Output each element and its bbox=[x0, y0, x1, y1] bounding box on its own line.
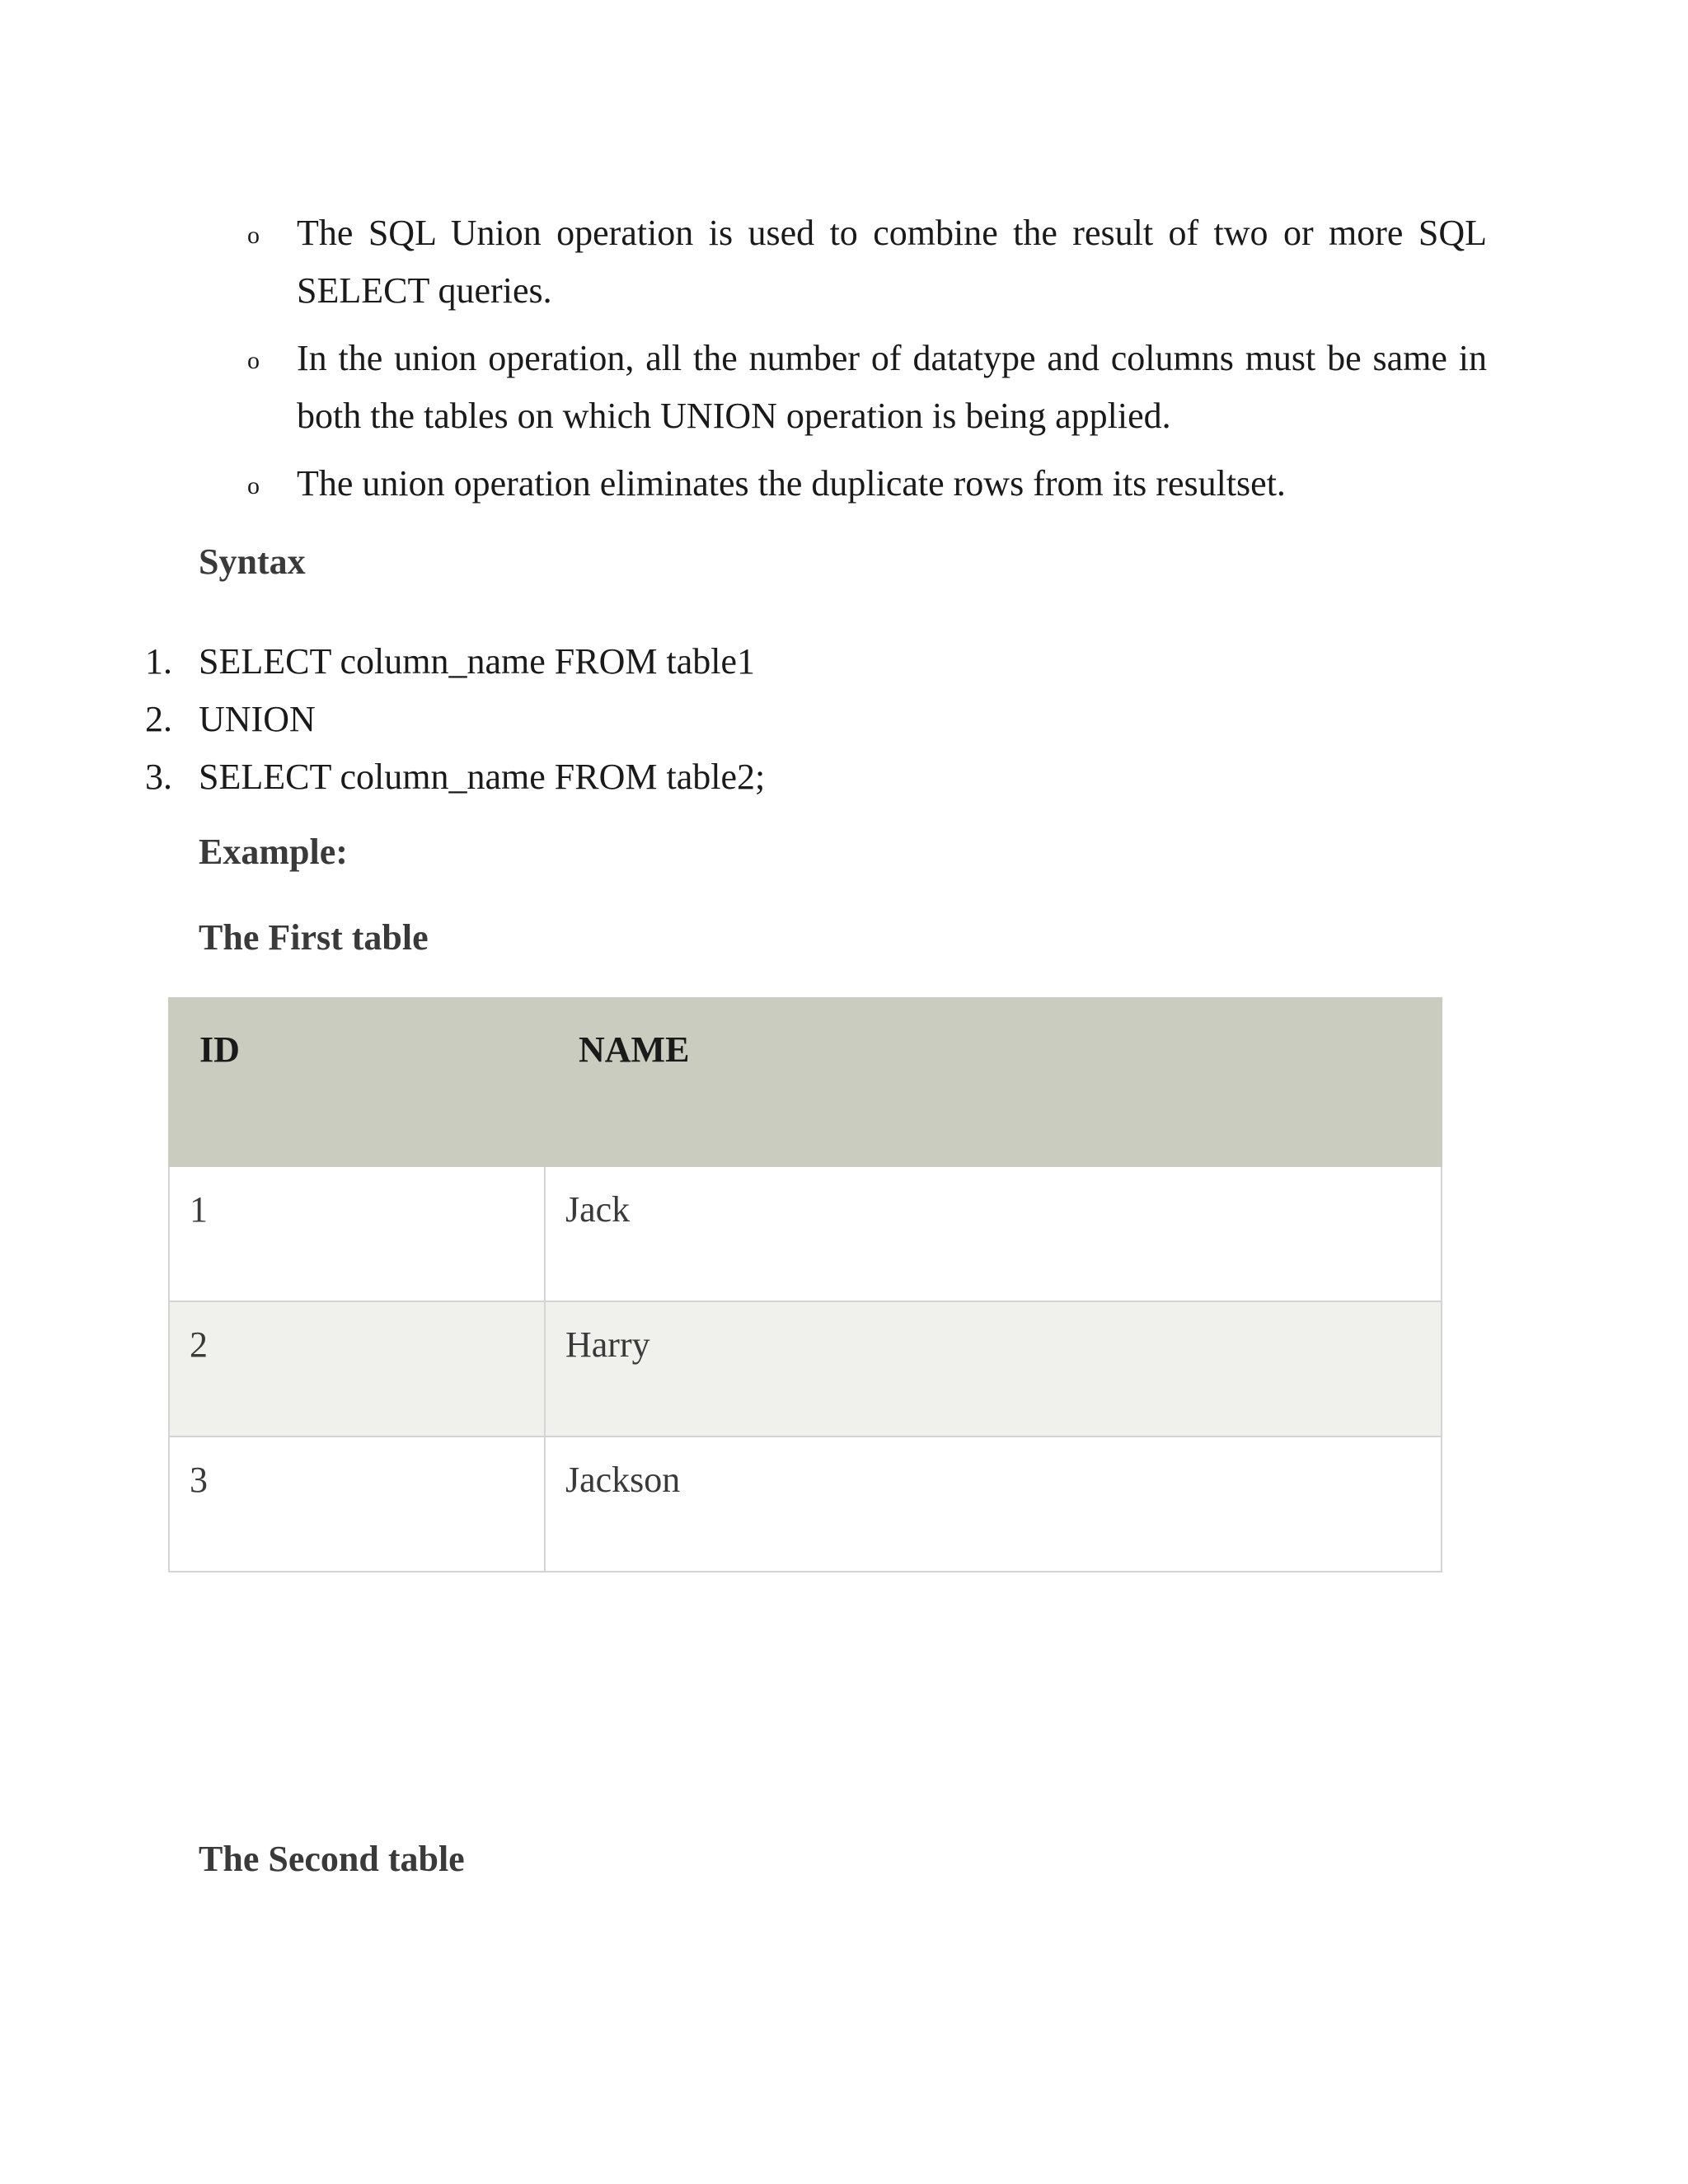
bullet-item bbox=[239, 204, 1487, 320]
table-header-row bbox=[169, 998, 1442, 1166]
code-text: SELECT column_name FROM table1 bbox=[199, 641, 756, 682]
bullet-marker: o bbox=[247, 347, 260, 374]
bullet-item bbox=[239, 455, 1487, 513]
second-table-heading: The Second table bbox=[199, 1839, 465, 1879]
table-row bbox=[169, 1436, 1442, 1572]
table-row bbox=[169, 1166, 1442, 1301]
table-cell-name: Jackson bbox=[545, 1436, 1442, 1572]
code-text: UNION bbox=[199, 699, 316, 739]
code-text: SELECT column_name FROM table2; bbox=[199, 757, 766, 797]
line-number: 3. bbox=[145, 757, 172, 797]
example-heading: Example: bbox=[199, 832, 348, 872]
bullet-text: In the union operation, all the number of datatype and columns must be same in both the tables on which UNION operation is being applied. bbox=[297, 338, 1487, 436]
line-number: 2. bbox=[145, 699, 172, 739]
syntax-heading: Syntax bbox=[199, 541, 306, 582]
code-line bbox=[145, 633, 765, 691]
bullet-text: The SQL Union operation is used to combine the result of two or more SQL SELECT queries. bbox=[297, 213, 1487, 311]
bullet-text: The union operation eliminates the duplicate rows from its resultset. bbox=[297, 463, 1286, 504]
syntax-code-list bbox=[145, 633, 765, 806]
column-header-id: ID bbox=[169, 998, 545, 1166]
bullet-marker: o bbox=[247, 472, 260, 499]
table-cell-name: Harry bbox=[545, 1301, 1442, 1436]
table-cell-name: Jack bbox=[545, 1166, 1442, 1301]
table-row bbox=[169, 1301, 1442, 1436]
first-table-heading: The First table bbox=[199, 917, 429, 958]
bullet-list bbox=[239, 204, 1487, 523]
code-line bbox=[145, 691, 765, 748]
line-number: 1. bbox=[145, 641, 172, 682]
bullet-item bbox=[239, 330, 1487, 445]
code-line bbox=[145, 748, 765, 806]
table-cell-id: 3 bbox=[169, 1436, 545, 1572]
bullet-marker: o bbox=[247, 222, 260, 249]
column-header-name: NAME bbox=[545, 998, 1442, 1166]
first-table bbox=[168, 997, 1442, 1572]
table-cell-id: 2 bbox=[169, 1301, 545, 1436]
table-cell-id: 1 bbox=[169, 1166, 545, 1301]
